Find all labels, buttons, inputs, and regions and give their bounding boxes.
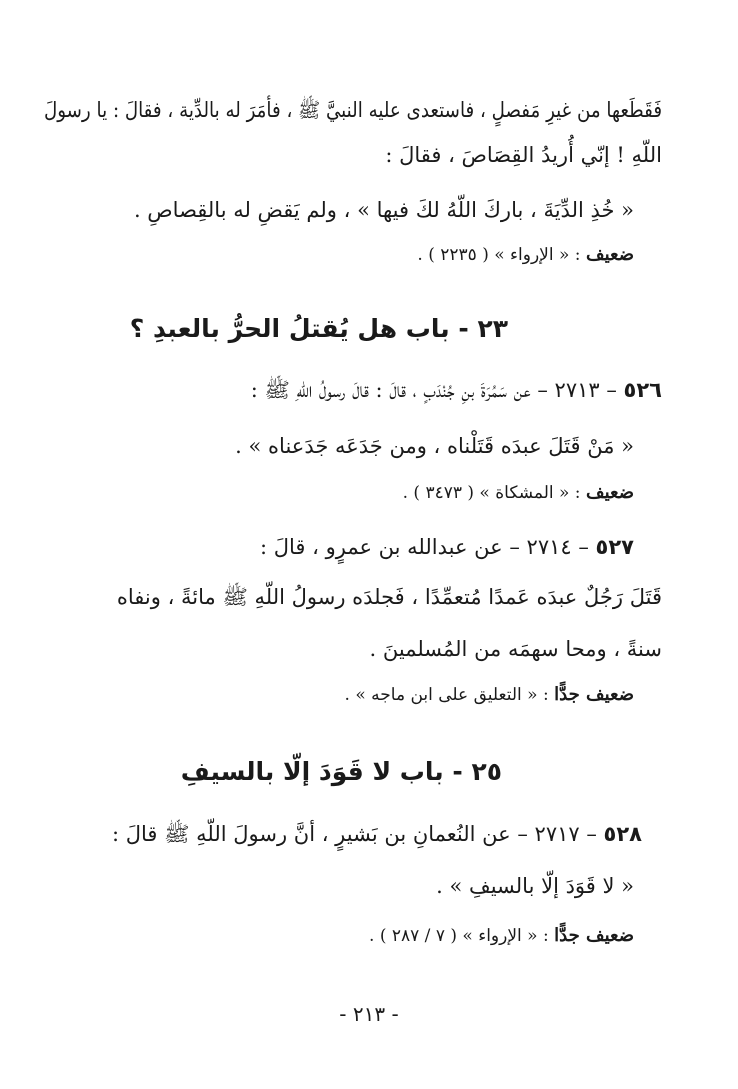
hadith-header	[251, 378, 662, 403]
grading-line	[403, 482, 634, 504]
hadith-header	[112, 822, 642, 847]
page-number: - ٢١٣ -	[339, 1002, 399, 1026]
grading-line	[417, 244, 634, 266]
hadith-number: ٥٢٧	[595, 535, 634, 559]
grading-source: : « الإرواء » ( ٧ / ٢٨٧ ) .	[369, 926, 549, 946]
grading-label: ضعيف	[585, 244, 634, 265]
hadith-text-line: سنةً ، ومحا سهمَه من المُسلمينَ .	[369, 637, 662, 661]
grading-label: ضعيف جدًّا	[554, 925, 634, 946]
hadith-chain: – ٢٧١٤ – عن عبدالله بن عمرٍو ، قالَ :	[260, 535, 589, 559]
hadith-chain: – ٢٧١٣ – عن سَمُرَةَ بنِ جُنْدَبٍ ، قالَ : قالَ رسولُ اللّهِ ﷺ :	[250, 378, 617, 402]
hadith-text-line: فَقَطَعها من غيرِ مَفصلٍ ، فاستعدى عليه النبيَّ ﷺ ، فأمَرَ له بالدِّية ، فقالَ : يا رسولَ	[43, 98, 662, 122]
hadith-number: ٥٢٦	[623, 378, 662, 402]
grading-source: : « الإرواء » ( ٢٢٣٥ ) .	[417, 245, 581, 265]
grading-source: : « المشكاة » ( ٣٤٧٣ ) .	[402, 483, 581, 503]
grading-line	[369, 925, 634, 947]
chapter-heading: ٢٥ - باب لا قَوَدَ إلّا بالسيفِ	[180, 757, 502, 786]
chapter-heading: ٢٣ - باب هل يُقتلُ الحرُّ بالعبدِ ؟	[129, 314, 508, 343]
hadith-text-line: اللّهِ ! إنّي أُريدُ القِصَاصَ ، فقالَ :	[385, 143, 662, 167]
grading-label: ضعيف	[585, 482, 634, 503]
grading-source: : « التعليق على ابن ماجه » .	[344, 685, 549, 705]
hadith-text-line: « خُذِ الدِّيَةَ ، باركَ اللّهُ لكَ فيها » ، ولم يَقضِ له بالقِصاصِ .	[133, 198, 634, 222]
hadith-header	[260, 535, 634, 560]
hadith-number: ٥٢٨	[603, 822, 642, 846]
hadith-text-line: « مَنْ قَتَلَ عبدَه قَتَلْناه ، ومن جَدَعَه جَدَعناه » .	[235, 434, 634, 458]
hadith-text-line: قَتَلَ رَجُلٌ عبدَه عَمدًا مُتعمِّدًا ، فَجلدَه رسولُ اللّهِ ﷺ مائةً ، ونفاه	[116, 585, 662, 609]
hadith-chain: – ٢٧١٧ – عن النُعمانِ بن بَشيرٍ ، أنَّ رسولَ اللّهِ ﷺ قالَ :	[111, 822, 597, 846]
hadith-text-line: « لا قَوَدَ إلّا بالسيفِ » .	[436, 874, 634, 898]
grading-line	[345, 684, 634, 706]
grading-label: ضعيف جدًّا	[554, 684, 634, 705]
